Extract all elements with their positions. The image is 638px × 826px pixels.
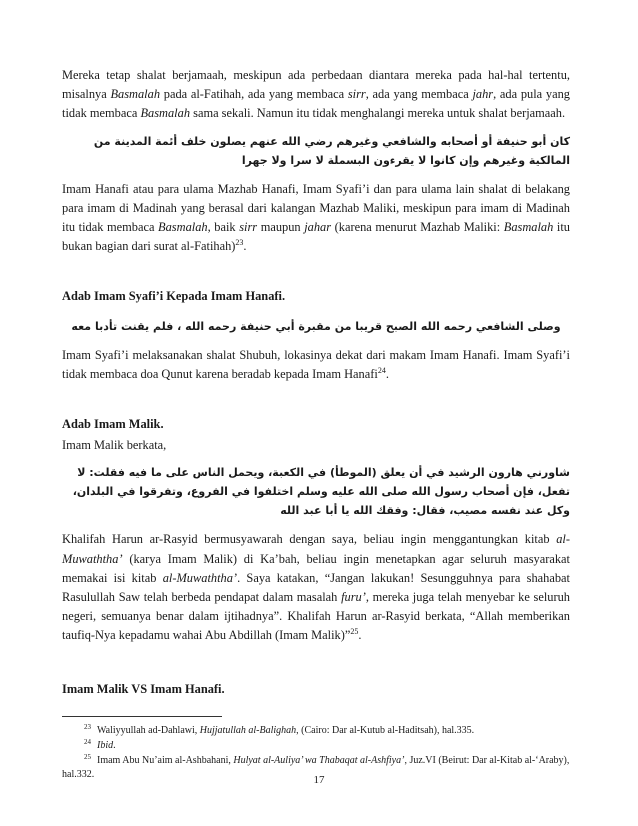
footnote-24: $^{24}$ Ibid. xyxy=(84,737,116,751)
page-number: 17 xyxy=(313,774,325,786)
footnote-25: $^{25}$ Imam Abu Nu’aim al-Ashbahani, Hulyat al-Auliya’ wa Thabaqat al-Ashfiya’, Juz.VI (Beirut: Dar al-Kitab al-‘Araby), hal.332. xyxy=(62,752,570,780)
paragraph-3: Imam Syafi’i melaksanakan shalat Shubuh, lokasinya dekat dari makam Imam Hanafi. Imam Syafi’i tidak membaca doa Qunut karena beradab kepada Imam Hanafi$^{24}$. xyxy=(62,347,570,381)
arabic-quote-2: وصلى الشافعي رحمه الله الصبح قريبا من مقبرة أبي حنيفة رحمه الله ، فلم يقنت تأدبا معه xyxy=(71,319,561,333)
arabic-quote-1: كان أبو حنيفة أو أصحابه والشافعي وغيرهم رضي الله عنهم يصلون خلف أئمة المدينة من المالكية وغيرهم وإن كانوا لا يقرءون البسملة لا سرا ولا جهرا xyxy=(93,134,570,167)
section-heading-malik-vs-hanafi: Imam Malik VS Imam Hanafi. xyxy=(62,681,225,696)
paragraph-4: Imam Malik berkata, xyxy=(62,438,167,453)
paragraph-2: Imam Hanafi atau para ulama Mazhab Hanafi, Imam Syafi’i dan para ulama lain shalat di belakang para imam di Madinah yang berasal dari kalangan Mazhab Maliki, meskipun para imam di Madinah itu tidak membaca Basmalah, baik sirr maupun jahar (karena menurut Mazhab Maliki: Basmalah itu bukan bagian dari surat al-Fatihah)$^{23}$. xyxy=(62,181,570,254)
page-body xyxy=(62,66,570,699)
paragraph-1: Mereka tetap shalat berjamaah, meskipun ada perbedaan diantara mereka pada hal-hal tertentu, misalnya Basmalah pada al-Fatihah, ada yang membaca sirr, ada yang membaca jahr, ada pula yang tidak membaca Basmalah sama sekali. Namun itu tidak menghalangi mereka untuk shalat berjamaah. xyxy=(62,68,570,121)
footnote-ref-23: 23 xyxy=(235,238,244,248)
footnote-23: $^{23}$ Waliyyullah ad-Dahlawi, Hujjatullah al-Balighah, (Cairo: Dar al-Kutub al-Haditsah), hal.335. xyxy=(84,722,475,736)
footnote-divider xyxy=(62,716,222,717)
section-heading-malik: Adab Imam Malik. xyxy=(62,417,164,432)
footnote-ref-24: 24 xyxy=(377,365,386,375)
section-heading-syafii: Adab Imam Syafi’i Kepada Imam Hanafi. xyxy=(62,289,286,304)
arabic-quote-3: شاورني هارون الرشيد في أن يعلق (الموطأ) في الكعبة، ويحمل الناس على ما فيه فقلت: لا تفعل، فإن أصحاب رسول الله صلى الله عليه وسلم اختلفوا في الفروع، وتفرقوا في البلدان، وكل عند نفسه مصيب، فقال: وفقك الله يا أبا عبد الله xyxy=(72,466,570,518)
footnote-ref-25: 25 xyxy=(350,627,359,637)
paragraph-5: Khalifah Harun ar-Rasyid bermusyawarah dengan saya, beliau ingin menggantungkan kitab al-Muwaththa’ (karya Imam Malik) di Ka’bah, beliau ingin menetapkan agar seluruh masyarakat memakai isi kitab al-Muwaththa’. Saya katakan, “Jangan lakukan! Sesungguhnya para shahabat Rasulullah Saw telah berbeda pendapat dalam masalah furu’, mereka juga telah menyebar ke seluruh negeri, semuanya benar dalam ijtihadnya”. Khalifah Harun ar-Rasyid berkata, “Allah memberikan taufiq-Nya kepadamu wahai Abu Abdillah (Imam Malik)”$^{25}$. xyxy=(62,532,570,643)
